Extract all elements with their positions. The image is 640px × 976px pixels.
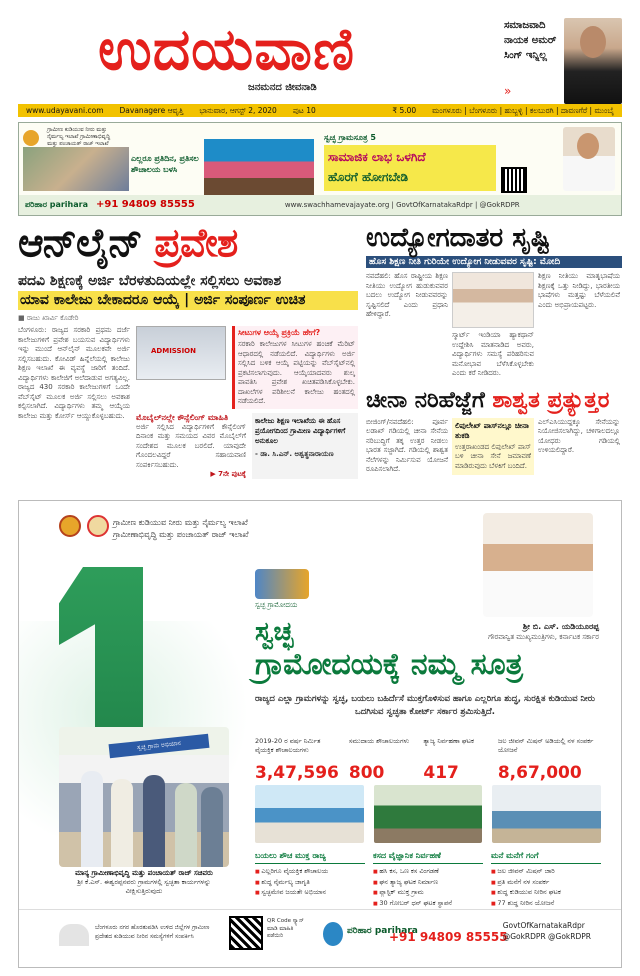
side-stories bbox=[366, 222, 622, 512]
list-item: ■ 30 ಗೋಬರ್ ಧನ್ ಘಟಕ ಸ್ಥಾಪನೆ bbox=[373, 899, 483, 910]
swachh-logo-icon bbox=[87, 515, 109, 537]
section-waste bbox=[373, 851, 483, 909]
quote-author: - ಡಾ. ಸಿ.ಎನ್. ಅಶ್ವತ್ಥನಾರಾಯಣ bbox=[255, 449, 334, 458]
section-odf bbox=[255, 851, 365, 909]
banner-dept: ಗ್ರಾಮೀಣ ಕುಡಿಯುವ ನೀರು ಮತ್ತು ನೈರ್ಮಲ್ಯ ಇಲಾಖೆ ಗ್ರಾಮೀಣಾಭಿವೃದ್ಧಿ ಮತ್ತು ಪಂಚಾಯತ್ ರಾಜ್ ಇಲಾಖೆ bbox=[47, 127, 111, 147]
stat-item bbox=[423, 737, 487, 783]
list-item: ■ ಸ್ವಚ್ಛಮೇವ ಜಯತೇ ಅಭಿಯಾನ bbox=[255, 888, 365, 899]
china-column-3: ಎಲ್‌ಎಸಿಯುದ್ದಕ್ಕೂ ಸೇನೆಯನ್ನು ನಿಯೋಜಿಸಲಾಗಿದ್ದು, ಚಳಿಗಾಲದಲ್ಲೂ ಯೋಧರು ಗಡಿಯಲ್ಲಿ ಉಳಿಯಲಿದ್ದಾರೆ. bbox=[538, 417, 620, 454]
list-item: ■ ಜಲ ಜೀವನ್ ಮಿಷನ್ ಜಾರಿ bbox=[491, 867, 601, 878]
list-item: ■ ಘನ ತ್ಯಾಜ್ಯ ಘಟಕ ನಿರ್ಮಾಣ bbox=[373, 878, 483, 889]
facebook-handle[interactable]: GovtOfKarnatakaRdpr bbox=[502, 921, 585, 930]
ad-department-2: ಗ್ರಾಮೀಣಾಭಿವೃದ್ಧಿ ಮತ್ತು ಪಂಚಾಯತ್ ರಾಜ್ ಇಲಾಖೆ bbox=[113, 530, 249, 539]
lead-subheadline-2: ಯಾವ ಕಾಲೇಜು ಬೇಕಾದರೂ ಆಯ್ಕೆ | ಅರ್ಜಿ ಸಂಪೂರ್ಣ ಉಚಿತ bbox=[18, 291, 358, 310]
lead-subheadline: ಪದವಿ ಶಿಕ್ಷಣಕ್ಕೆ ಅರ್ಜಿ ಬೆರಳತುದಿಯಲ್ಲೇ ಸಲ್ಲಿಸಲು ಅವಕಾಶ bbox=[18, 273, 282, 289]
caption-body: ಶ್ರೀ ಕೆ.ಎಸ್. ಈಶ್ವರಪ್ಪನವರು ಗ್ರಾಮಗಳಲ್ಲಿ ಸ್ವಚ್ಛತಾ ಕಾರ್ಯಗಳನ್ನು ವೀಕ್ಷಿಸುತ್ತಿರುವುದು bbox=[77, 878, 211, 895]
emblem-label: ಸ್ವಚ್ಛ ಗ್ರಾಮೋದಯ bbox=[255, 601, 298, 609]
twitter-handles[interactable]: @GokRDPR @GokRDPR bbox=[502, 932, 591, 941]
teaser-text[interactable]: ಸಮಾಜವಾದಿ ನಾಯಕ ಅಮರ್ ಸಿಂಗ್ ಇನ್ನಿಲ್ಲ bbox=[504, 20, 557, 61]
newspaper-logo[interactable]: ಉದಯವಾಣಿ bbox=[98, 15, 356, 83]
page-count: ಪುಟ 10 bbox=[292, 106, 316, 115]
ad-department-1: ಗ್ರಾಮೀಣ ಕುಡಿಯುವ ನೀರು ಮತ್ತು ನೈರ್ಮಲ್ಯ ಇಲಾಖೆ bbox=[113, 518, 248, 527]
list-item: ■ 77 ಶುದ್ಧ ನೀರಿನ ಯೋಜನೆ bbox=[491, 899, 601, 910]
banner-portrait bbox=[563, 127, 615, 191]
stat-value: 417 bbox=[423, 763, 459, 783]
campaign-banner-sign: ಸ್ವಚ್ಛ ಗ್ರಾಮ ಅಭಿಯಾನ bbox=[109, 734, 210, 758]
banner-series: ಸ್ವಚ್ಛ ಗ್ರಾಮಸೂತ್ರ 5 bbox=[324, 133, 376, 142]
lead-headline[interactable] bbox=[18, 222, 358, 266]
stat-value: 3,47,596 bbox=[255, 763, 339, 783]
stat-label: ಸಮುದಾಯ ಶೌಚಾಲಯಗಳು bbox=[348, 737, 410, 745]
minister-quote bbox=[252, 413, 358, 480]
ad-photos bbox=[255, 785, 601, 843]
ad-description: ರಾಜ್ಯದ ಎಲ್ಲಾ ಗ್ರಾಮಗಳನ್ನು ಸ್ವಚ್ಛ, ಬಯಲು ಬಹಿರ್ದೆಸೆ ಮುಕ್ತಗೊಳಿಸುವ ಹಾಗೂ ಎಲ್ಲರಿಗೂ ಶುದ್ಧ, ಸುರಕ್ಷಿತ ಕುಡಿಯುವ ನೀರು ಒದಗಿಸುವ ಸ್ವಚ್ಛತಾ ಕೋರ್ಟ್ ಸರ್ಕಾರ ಶ್ರಮಿಸುತ್ತಿದೆ. bbox=[255, 694, 595, 717]
helpline-phone[interactable]: +91 94809 85555 bbox=[96, 199, 195, 210]
question-body: ಸರಕಾರಿ ಕಾಲೇಜುಗಳ ಸೀಟುಗಳ ಹಂಚಿಕೆ ಮೆರಿಟ್ ಆಧಾರದಲ್ಲಿ ನಡೆಯಲಿದೆ. ವಿದ್ಯಾರ್ಥಿಗಳು ಅರ್ಜಿ ಸಲ್ಲಿಸಿದ ಬಳಿಕ ಆಯ್ಕೆ ಪಟ್ಟಿಯನ್ನು ವೆಬ್‌ಸೈಟ್‌ನಲ್ಲಿ ಪ್ರಕಟಿಸಲಾಗುವುದು. ಆಯ್ಕೆಯಾದವರು ಶುಲ್ಕ ಪಾವತಿಸಿ ಪ್ರವೇಶ ಖಚಿತಪಡಿಸಿಕೊಳ್ಳಬೇಕು. ದಾಖಲೆಗಳ ಪರಿಶೀಲನೆ ಕಾಲೇಜು ಹಂತದಲ್ಲಿ ನಡೆಯಲಿದೆ. bbox=[238, 340, 355, 405]
laptop-label: ADMISSION bbox=[151, 347, 196, 355]
list-item: ■ ಹಸಿ ಕಸ, ಒಣ ಕಸ ವಿಂಗಡಣೆ bbox=[373, 867, 483, 878]
parihara-logo-icon bbox=[323, 922, 343, 946]
photo-caption bbox=[59, 869, 229, 896]
section-heading: ಕಸದ ವೈಜ್ಞಾನಿಕ ನಿರ್ವಹಣೆ bbox=[373, 851, 483, 864]
price-label: ₹ 5.00 bbox=[392, 106, 417, 115]
china-column-1: ಬೀಜಿಂಗ್/ನವದೆಹಲಿ: ಪೂರ್ವ ಲಡಾಖ್ ಗಡಿಯಲ್ಲಿ ಚೀನಾ ಸೇನೆಯ ನರಿಬುದ್ಧಿಗೆ ತಕ್ಕ ಉತ್ತರ ನೀಡಲು ಭಾರತ ಸಜ್ಜಾಗಿದೆ. ಗಡಿಯಲ್ಲಿ ಶಾಶ್ವತ ನೆಲೆಗಳನ್ನು ನಿರ್ಮಿಸುವ ಯೋಜನೆ ರೂಪಿಸಲಾಗಿದೆ. bbox=[366, 417, 448, 473]
china-headline-red: ಶಾಶ್ವತ ಪ್ರತ್ಯುತ್ತರ bbox=[492, 387, 610, 413]
lead-column-1: ಬೆಂಗಳೂರು: ರಾಜ್ಯದ ಸರಕಾರಿ ಪ್ರಥಮ ದರ್ಜೆ ಕಾಲೇಜುಗಳಿಗೆ ಪ್ರವೇಶ ಬಯಸುವ ವಿದ್ಯಾರ್ಥಿಗಳು ಇನ್ನು ಮುಂದೆ ಆನ್‌ಲೈನ್ ಮೂಲಕವೇ ಅರ್ಜಿ ಸಲ್ಲಿಸಬಹುದು. ಕೋವಿಡ್ ಹಿನ್ನೆಲೆಯಲ್ಲಿ ಕಾಲೇಜು ಶಿಕ್ಷಣ ಇಲಾಖೆ ಈ ವ್ಯವಸ್ಥೆ ಜಾರಿಗೆ ತಂದಿದೆ. ವಿದ್ಯಾರ್ಥಿಗಳು ಕಾಲೇಜಿಗೆ ಅಲೆದಾಡುವ ಅಗತ್ಯವಿಲ್ಲ. ರಾಜ್ಯದ 430 ಸರಕಾರಿ ಕಾಲೇಜುಗಳಿಗೆ ಒಂದೇ ವೆಬ್‌ಸೈಟ್ ಮೂಲಕ ಅರ್ಜಿ ಸಲ್ಲಿಸಲು ಅವಕಾಶ ಕಲ್ಪಿಸಲಾಗಿದೆ. ವಿದ್ಯಾರ್ಥಿಗಳು ತಮ್ಮ ಆಯ್ಕೆಯ ಕಾಲೇಜು ಮತ್ತು ಕೋರ್ಸ್ ಆಯ್ದುಕೊಳ್ಳಬಹುದು. bbox=[18, 326, 130, 420]
cm-name-text: ಶ್ರೀ ಬಿ. ಎಸ್. ಯಡಿಯೂರಪ್ಪ bbox=[522, 622, 599, 631]
ad-sections bbox=[255, 851, 601, 909]
stat-item bbox=[255, 737, 339, 783]
footer-note: ಬೆಂಗಳೂರು ನಗರ ಹೊರತುಪಡಿಸಿ ಉಳಿದ ಜಿಲ್ಲೆಗಳ ಗ್ರಾಮೀಣ ಪ್ರದೇಶದ ಕುಡಿಯುವ ನೀರಿನ ಸಮಸ್ಯೆಗಳಿಗೆ ಸಂಪರ್ಕಿಸಿ bbox=[95, 924, 210, 940]
list-item: ■ ಪ್ಲಾಸ್ಟಿಕ್ ಮುಕ್ತ ಗ್ರಾಮ bbox=[373, 888, 483, 899]
vidhana-soudha-icon bbox=[59, 924, 89, 946]
ad-department bbox=[113, 517, 249, 541]
stat-value: 800 bbox=[348, 763, 385, 783]
section-heading: ಮನೆ ಮನೆಗೆ ಗಂಗೆ bbox=[491, 851, 601, 864]
counselling-box bbox=[136, 413, 246, 480]
government-seal-icon bbox=[23, 130, 39, 146]
community-toilet-photo bbox=[255, 785, 364, 843]
stat-label: ಜಲ ಜೀವನ್ ಮಿಷನ್ ಅಡಿಯಲ್ಲಿ ನಳ ಸಂಪರ್ಕ ಯೋಜನೆ bbox=[497, 737, 594, 754]
ad-title-line-2: ಗ್ರಾಮೋದಯಕ್ಕೆ ನಮ್ಮ ಸೂತ್ರ bbox=[255, 647, 523, 682]
waste-truck-photo bbox=[374, 785, 483, 843]
qr-code-icon[interactable] bbox=[229, 916, 263, 950]
stat-label: ತ್ಯಾಜ್ಯ ನಿರ್ವಹಣಾ ಘಟಕ bbox=[423, 737, 474, 745]
banner-headline bbox=[324, 145, 496, 191]
ad-footer bbox=[19, 909, 621, 967]
water-tank-photo bbox=[492, 785, 601, 843]
lead-byline: ■ ರಾಜು ಖಾರ್ವಿ ಕೊಡೇರಿ bbox=[18, 314, 79, 322]
banner-headline-2: ಹೊರಗೆ ಹೋಗಬೇಡಿ bbox=[328, 170, 409, 184]
banner-photo-village bbox=[23, 147, 129, 191]
teaser-amar-singh[interactable] bbox=[504, 18, 622, 104]
counselling-body: ಅರ್ಜಿ ಸಲ್ಲಿಸಿದ ವಿದ್ಯಾರ್ಥಿಗಳಿಗೆ ಕೌನ್ಸೆಲಿಂಗ್ ದಿನಾಂಕ ಮತ್ತು ಸಮಯದ ವಿವರ ಮೊಬೈಲ್‌ಗೆ ಸಂದೇಶದ ಮೂಲಕ ಬರಲಿದೆ. ಯಾವುದೇ ಗೊಂದಲವಿದ್ದರೆ ಸಹಾಯವಾಣಿ ಸಂಪರ್ಕಿಸಬಹುದು. bbox=[136, 422, 246, 469]
question-heading: ಸೀಟುಗಳ ಆಯ್ಕೆ ಪ್ರಕ್ರಿಯೆ ಹೇಗೆ? bbox=[238, 328, 321, 337]
date-label: ಭಾನುವಾರ, ಆಗಸ್ಟ್ 2, 2020 bbox=[199, 106, 277, 115]
helpline-phone[interactable]: +91 94809 85555 bbox=[389, 930, 508, 944]
government-advertisement[interactable] bbox=[18, 500, 622, 968]
dateline-bar bbox=[18, 104, 622, 117]
social-links[interactable] bbox=[503, 920, 591, 942]
lead-headline-black: ಆನ್‌ಲೈನ್ bbox=[18, 221, 155, 266]
banner-photo-women bbox=[204, 139, 314, 195]
china-box-body: ಉತ್ತರಾಖಂಡದ ಲಿಪುಲೇಖ್ ಪಾಸ್ ಬಳಿ ಚೀನಾ ಸೇನೆ ಜಮಾವಣೆ ಮಾಡಿರುವುದು ಬೆಳಕಿಗೆ ಬಂದಿದೆ. bbox=[455, 442, 531, 470]
list-item: ■ ಶುದ್ಧ ನೈರ್ಮಲ್ಯ ಜಾಗೃತಿ bbox=[255, 878, 365, 889]
banner-headline-1: ಸಾಮಾಜಿಕ ಲಾಭ ಒಳಗಿದೆ bbox=[328, 150, 426, 164]
list-item: ■ ಶುದ್ಧ ಕುಡಿಯುವ ನೀರಿನ ಘಟಕ bbox=[491, 888, 601, 899]
karnataka-seal-icon bbox=[59, 515, 81, 537]
section-water bbox=[491, 851, 601, 909]
tagline: ಜನಮನದ ಜೀವನಾಡಿ bbox=[248, 82, 317, 93]
banner-footer-strip bbox=[19, 195, 621, 215]
china-box-heading: ಲಿಪುಲೇಖ್ ಪಾಸ್‌ನಲ್ಲೂ ಚೀನಾ ತುಕಡಿ bbox=[455, 420, 529, 440]
sidebar-question-box bbox=[232, 326, 358, 409]
qr-code-icon[interactable] bbox=[501, 167, 527, 193]
ad-title-line-1: ಸ್ವಚ್ಛ bbox=[255, 617, 294, 647]
chief-minister-name bbox=[449, 621, 599, 643]
modi-column-1: ನವದೆಹಲಿ: ಹೊಸ ರಾಷ್ಟ್ರೀಯ ಶಿಕ್ಷಣ ನೀತಿಯು ಉದ್ಯೋಗ ಹುಡುಕುವವರ ಬದಲು ಉದ್ಯೋಗ ನೀಡುವವರನ್ನು ಸೃಷ್ಟಿಸಲಿದೆ ಎಂದು ಪ್ರಧಾನಿ ಹೇಳಿದ್ದಾರೆ. bbox=[366, 272, 448, 318]
counselling-heading: ಮೊಬೈಲ್‌ನಲ್ಲೇ ಕೌನ್ಸೆಲಿಂಗ್ ಮಾಹಿತಿ bbox=[136, 412, 229, 422]
ad-stats bbox=[255, 737, 601, 783]
caption-heading: ಮಾನ್ಯ ಗ್ರಾಮೀಣಾಭಿವೃದ್ಧಿ ಮತ್ತು ಪಂಚಾಯತ್ ರಾಜ್ ಸಚಿವರು bbox=[75, 869, 213, 877]
chief-minister-photo bbox=[483, 513, 593, 617]
lead-story bbox=[18, 222, 358, 512]
china-highlight-box bbox=[452, 418, 534, 475]
lead-headline-red: ಪ್ರವೇಶ bbox=[154, 221, 238, 266]
banner-web-links[interactable]: www.swachhamevajayate.org | GovtOfKarnatakaRdpr | @GokRDPR bbox=[284, 201, 520, 209]
modi-column-2: ಸ್ಮಾರ್ಟ್ ಇಂಡಿಯಾ ಹ್ಯಾಕಥಾನ್ ಉದ್ದೇಶಿಸಿ ಮಾತನಾಡಿದ ಅವರು, ವಿದ್ಯಾರ್ಥಿಗಳು ಸಮಸ್ಯೆ ಪರಿಹರಿಸುವ ಮನೋಭಾವ ಬೆಳೆಸಿಕೊಳ್ಳಬೇಕು ಎಂದು ಕರೆ ನೀಡಿದರು. bbox=[452, 331, 534, 377]
cm-role-text: ಗೌರವಾನ್ವಿತ ಮುಖ್ಯಮಂತ್ರಿಗಳು, ಕರ್ನಾಟಕ ಸರ್ಕಾರ bbox=[488, 633, 599, 641]
list-item: ■ ಎಲ್ಲರಿಗೂ ವೈಯಕ್ತಿಕ ಶೌಚಾಲಯ bbox=[255, 867, 365, 878]
modi-subheadline: ಹೊಸ ಶಿಕ್ಷಣ ನೀತಿ ಗುರಿಯೇ ಉದ್ಯೋಗ ನೀಡುವವರ ಸೃಷ್ಟಿ: ಮೋದಿ bbox=[366, 256, 622, 268]
stat-label: 2019-20 ರ ವರ್ಷ ನಿರ್ಮಿತ ವೈಯಕ್ತಿಕ ಶೌಚಾಲಯಗಳು bbox=[255, 737, 321, 754]
qr-instructions: QR Code ಸ್ಕ್ಯಾನ್ ಮಾಡಿ ಮಾಹಿತಿ ಪಡೆಯಿರಿ bbox=[267, 918, 304, 939]
banner-caption: ಎಲ್ಲರೂ ಪ್ರತಿದಿನ, ಪ್ರತಿಸಲ ಶೌಚಾಲಯ ಬಳಸಿ bbox=[131, 154, 199, 174]
banner-advertisement[interactable] bbox=[18, 122, 622, 216]
laptop-admission-image bbox=[136, 326, 226, 380]
teaser-photo bbox=[564, 18, 622, 104]
modi-headline[interactable]: ಉದ್ಯೋಗದಾತರ ಸೃಷ್ಟಿ bbox=[366, 223, 551, 253]
chevron-right-icon[interactable]: » bbox=[504, 84, 512, 98]
continued-link[interactable]: ▶ 7ನೇ ಪುಟಕ್ಕೆ bbox=[210, 470, 246, 478]
list-item: ■ ಪ್ರತಿ ಮನೆಗೆ ನಳ ಸಂಪರ್ಕ bbox=[491, 878, 601, 889]
masthead bbox=[18, 14, 622, 104]
edition-label: Davanagere ಆವೃತ್ತಿ bbox=[119, 106, 184, 115]
swachh-gramodaya-emblem bbox=[255, 569, 309, 599]
stat-item bbox=[349, 737, 413, 783]
section-heading: ಬಯಲು ಶೌಚ ಮುಕ್ತ ರಾಜ್ಯ bbox=[255, 851, 365, 864]
stat-value: 8,67,000 bbox=[497, 763, 582, 783]
website-link[interactable]: www.udayavani.com bbox=[26, 106, 104, 115]
stat-item bbox=[498, 737, 601, 783]
china-headline-black: ಚೀನಾ ನರಿಹೆಜ್ಜೆಗೆ bbox=[366, 387, 493, 413]
quote-text: ಕಾಲೇಜು ಶಿಕ್ಷಣ ಇಲಾಖೆಯ ಈ ಹೊಸ ಪ್ರಯೋಗದಿಂದ ಗ್ರಾಮೀಣ ವಿದ್ಯಾರ್ಥಿಗಳಿಗೆ ಅನುಕೂಲ bbox=[255, 416, 346, 445]
parihara-brand: ಪರಿಹಾರ parihara bbox=[347, 926, 418, 936]
china-headline[interactable] bbox=[366, 387, 622, 415]
parihara-brand: ಪರಿಹಾರ parihara bbox=[25, 200, 88, 209]
modi-column-3: ಶಿಕ್ಷಣ ನೀತಿಯು ಮಾತೃಭಾಷೆಯ ಶಿಕ್ಷಣಕ್ಕೆ ಒತ್ತು ನೀಡಿದ್ದು, ಭಾರತೀಯ ಭಾಷೆಗಳು ಮತ್ತಷ್ಟು ಬೆಳೆಯಲಿವೆ ಎಂದು ಅಭಿಪ್ರಾಯಪಟ್ಟರು. bbox=[538, 272, 620, 309]
modi-photo bbox=[452, 272, 534, 328]
editions-list: ಮಂಗಳೂರು | ಬೆಂಗಳೂರು | ಹುಬ್ಬಳ್ಳಿ | ಕಲಬುರಗಿ | ದಾವಣಗೆರೆ | ಮುಂಬೈ bbox=[432, 106, 614, 115]
